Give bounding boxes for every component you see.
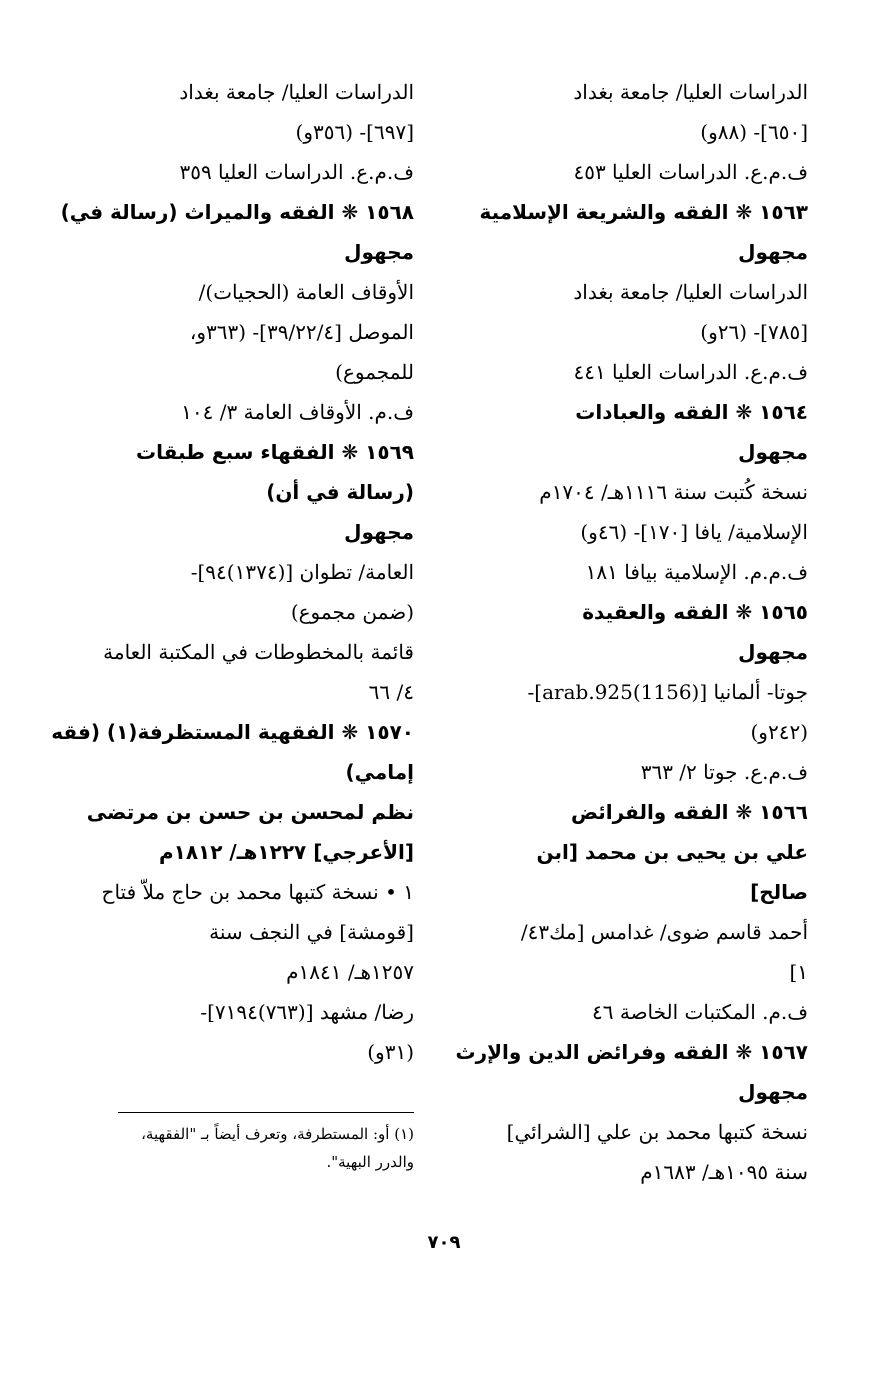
left-column: [51, 72, 414, 1072]
entry-line: الأوقاف العامة (الحجيات)/: [198, 280, 414, 304]
entry-heading: ١٥٦٨ ❋ الفقه والميراث (رسالة في): [60, 200, 414, 224]
entry-line: ١]: [789, 960, 808, 984]
entry-heading: ١٥٦٩ ❋ الفقهاء سبع طبقات: [135, 440, 414, 464]
entry-author: مجهول: [344, 520, 414, 544]
entry-line: [٦٥٠]- (٨٨و): [700, 120, 808, 144]
entry-line: ف.م.ع. الدراسات العليا ٣٥٩: [179, 160, 414, 184]
entry-line: ف.م.ع. الدراسات العليا ٤٤١: [573, 360, 808, 384]
entry-heading: ١٥٦٧ ❋ الفقه وفرائض الدين والإرث: [455, 1040, 808, 1064]
entry-heading: ١٥٦٤ ❋ الفقه والعبادات: [575, 400, 808, 424]
entry-author: نظم لمحسن بن حسن بن مرتضى: [86, 800, 414, 824]
entry-line: نسخة كتبها محمد بن علي [الشرائي]: [506, 1120, 808, 1144]
entry-line: [قومشة] في النجف سنة: [209, 920, 414, 944]
entry-author: [الأعرجي] ١٢٢٧هـ/ ١٨١٢م: [158, 840, 414, 864]
entry-author: مجهول: [738, 440, 808, 464]
entry-line: الدراسات العليا/ جامعة بغداد: [573, 280, 808, 304]
entry-heading: إمامي): [345, 760, 414, 784]
entry-line: سنة ١٠٩٥هـ/ ١٦٨٣م: [640, 1160, 808, 1184]
entry-heading: ١٥٦٦ ❋ الفقه والفرائض: [570, 800, 808, 824]
entry-line: قائمة بالمخطوطات في المكتبة العامة: [103, 640, 414, 664]
entry-heading: ١٥٦٣ ❋ الفقه والشريعة الإسلامية: [479, 200, 808, 224]
entry-line: الموصل [٣٩/٢٢/٤]- (٣٦٣و،: [189, 320, 414, 344]
entry-line: العامة/ تطوان [(١٣٧٤)٩٤]-: [190, 560, 414, 584]
entry-author: صالح]: [750, 880, 808, 904]
entry-line: الدراسات العليا/ جامعة بغداد: [573, 80, 808, 104]
entry-line: ف.م.ع. جوتا ٢/ ٣٦٣: [640, 760, 808, 784]
footnote-separator: [118, 1112, 414, 1113]
entry-line: [٦٩٧]- (٣٥٦و): [295, 120, 414, 144]
page-number: ٧٠٩: [427, 1232, 461, 1253]
entry-author: علي بن يحيى بن محمد [ابن: [536, 840, 808, 864]
right-column: [440, 72, 808, 1192]
footnote: [78, 1120, 414, 1176]
entry-heading: ١٥٧٠ ❋ الفقهية المستظرفة(١) (فقه: [51, 720, 414, 744]
entry-author: مجهول: [344, 240, 414, 264]
entry-line: نسخة كُتبت سنة ١١١٦هـ/ ١٧٠٤م: [539, 480, 808, 504]
entry-line: جوتا- ألمانيا [arab.925(1156)]-: [527, 680, 808, 704]
entry-line: للمجموع): [335, 360, 414, 384]
entry-line: ١٢٥٧هـ/ ١٨٤١م: [286, 960, 414, 984]
entry-heading: ١٥٦٥ ❋ الفقه والعقيدة: [582, 600, 808, 624]
entry-line: الدراسات العليا/ جامعة بغداد: [179, 80, 414, 104]
entry-line: أحمد قاسم ضوى/ غدامس [مك٤٣/: [520, 920, 808, 944]
entry-line: (٣١و): [367, 1040, 414, 1064]
entry-line: ٤/ ٦٦: [368, 680, 414, 704]
entry-line: ف.م. الأوقاف العامة ٣/ ١٠٤: [181, 400, 414, 424]
entry-line: ف.م.ع. الدراسات العليا ٤٥٣: [573, 160, 808, 184]
footnote-line: (١) أو: المستطرفة، وتعرف أيضاً بـ "الفقهية،: [141, 1125, 414, 1143]
entry-author: مجهول: [738, 640, 808, 664]
entry-line: الإسلامية/ يافا [١٧٠]- (٤٦و): [580, 520, 808, 544]
entry-line: ١ • نسخة كتبها محمد بن حاج ملاّ فتاح: [101, 880, 414, 904]
entry-line: ف.م.م. الإسلامية بيافا ١٨١: [585, 560, 808, 584]
entry-heading: (رسالة في أن): [266, 480, 414, 504]
entry-line: (ضمن مجموع): [290, 600, 414, 624]
footnote-line: والدرر البهية".: [326, 1153, 414, 1171]
entry-author: مجهول: [738, 1080, 808, 1104]
entry-line: رضا/ مشهد [(٧٦٣)٧١٩٤]-: [200, 1000, 414, 1024]
entry-line: [٧٨٥]- (٢٦و): [700, 320, 808, 344]
entry-line: ف.م. المكتبات الخاصة ٤٦: [592, 1000, 808, 1024]
entry-author: مجهول: [738, 240, 808, 264]
entry-line: (٢٤٢و): [750, 720, 808, 744]
